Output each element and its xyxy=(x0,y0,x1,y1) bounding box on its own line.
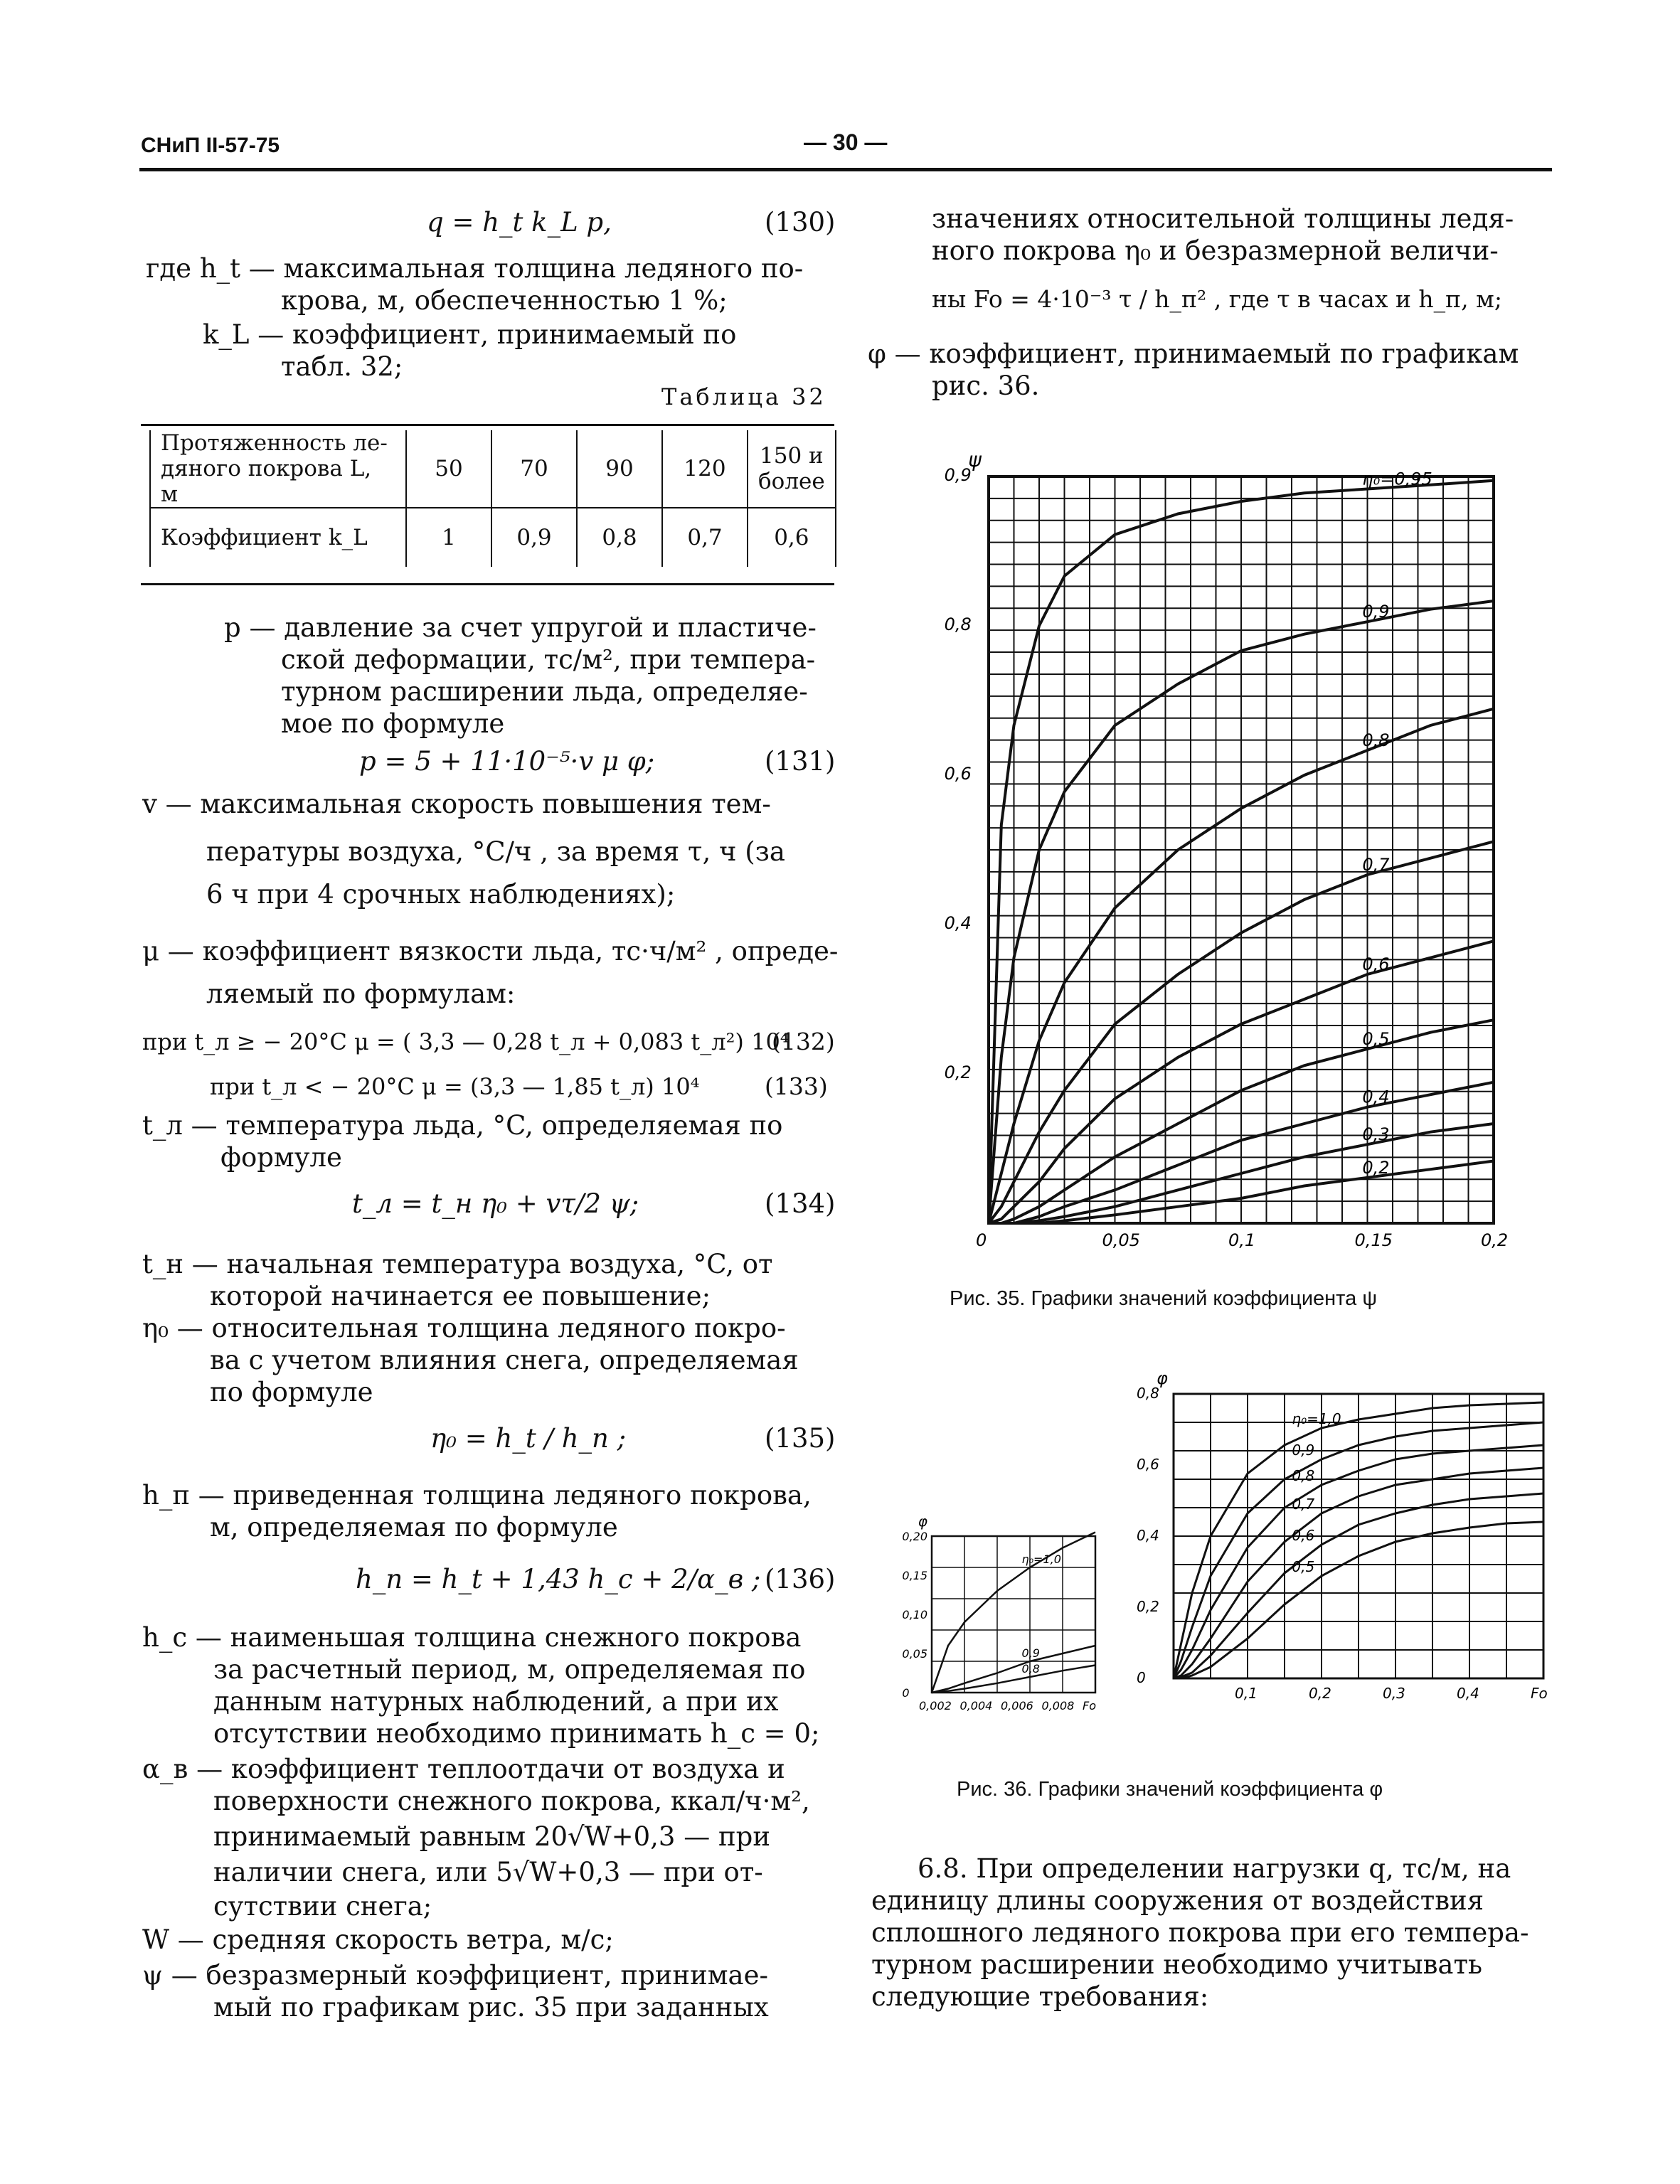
x-tick-label: 0,2 xyxy=(1309,1685,1331,1702)
formula-136-number: (136) xyxy=(765,1564,836,1594)
formula-132: при t_л ≥ − 20°C μ = ( 3,3 — 0,28 t_л + 0,083 t_л²) 10⁴ xyxy=(142,1028,790,1055)
table-cell: 90 xyxy=(577,430,662,508)
y-tick-label: 0,8 xyxy=(944,614,972,634)
chart-fig35 xyxy=(910,427,1536,1259)
x-tick-label: 0,006 xyxy=(1001,1699,1033,1712)
y-axis-label: φ xyxy=(918,1513,928,1530)
series-label: 0,7 xyxy=(1292,1496,1315,1513)
table-cell: 1 xyxy=(406,508,491,567)
series-label: η₀=0,95 xyxy=(1362,469,1432,489)
table-cell: 120 xyxy=(662,430,748,508)
x-tick-label: 0,1 xyxy=(1228,1230,1256,1250)
formula-130-number: (130) xyxy=(765,207,836,238)
table-cell: 150 и более xyxy=(748,430,836,508)
w-definition: W — средняя скорость ветра, м/с; xyxy=(142,1924,614,1955)
x-tick-label: 0,1 xyxy=(1235,1685,1258,1702)
x-tick-label: 0 xyxy=(976,1230,987,1250)
y-tick-label: 0,6 xyxy=(1137,1456,1159,1473)
formula-135-number: (135) xyxy=(765,1423,836,1454)
y-tick-label: 0,2 xyxy=(1137,1598,1159,1615)
table-row xyxy=(150,508,836,567)
series-label: 0,5 xyxy=(1362,1029,1390,1049)
x-tick-label: 0,3 xyxy=(1383,1685,1405,1702)
x-tick-label: 0,05 xyxy=(1102,1230,1140,1250)
page-number: — 30 — xyxy=(804,129,888,155)
formula-131: p = 5 + 11·10⁻⁵·v μ φ; xyxy=(359,746,655,777)
y-tick-label: 0,05 xyxy=(902,1647,928,1661)
y-axis-label: φ xyxy=(1157,1368,1168,1388)
kl-definition-line2: табл. 32; xyxy=(281,351,403,382)
y-tick-label: 0,4 xyxy=(1137,1527,1159,1544)
formula-130: q = h_t k_L p, xyxy=(427,207,612,238)
table-cell: Протяженность ле- дяного покрова L, м xyxy=(150,430,406,508)
fig36-caption: Рис. 36. Графики значений коэффициента φ xyxy=(957,1778,1383,1801)
kl-definition-line1: k_L — коэффициент, принимаемый по xyxy=(203,319,737,350)
tl-definition-line2: формуле xyxy=(220,1142,342,1173)
section-68-line2: единицу длины сооружения от воздействия xyxy=(871,1885,1484,1916)
x-tick-label: 0,002 xyxy=(919,1699,952,1712)
series-label: 0,8 xyxy=(1021,1662,1040,1676)
x-tick-label: Fo xyxy=(1083,1699,1096,1712)
phi-definition-line1: φ — коэффициент, принимаемый по графикам xyxy=(868,339,1519,369)
p-definition-line3: турном расширении льда, определяе- xyxy=(281,676,808,707)
series-label: 0,4 xyxy=(1362,1087,1390,1107)
fig35-caption: Рис. 35. Графики значений коэффициента ψ xyxy=(950,1287,1377,1310)
right-top-line3: ны Fo = 4·10⁻³ τ / h_п² , где τ в часах и h_п, м; xyxy=(932,285,1502,313)
table-cell: 50 xyxy=(406,430,491,508)
y-tick-label: 0,15 xyxy=(902,1569,928,1582)
table-cell: Коэффициент k_L xyxy=(150,508,406,567)
x-tick-label: 0,008 xyxy=(1041,1699,1075,1712)
x-tick-label: Fo xyxy=(1531,1685,1548,1702)
hc-definition-line3: данным натурных наблюдений, а при их xyxy=(213,1686,779,1717)
v-definition-line2: пературы воздуха, °C/ч , за время τ, ч (за xyxy=(206,836,785,867)
x-tick-label: 0,4 xyxy=(1457,1685,1479,1702)
formula-133-number: (133) xyxy=(765,1072,828,1100)
chart-fig36 xyxy=(1110,1365,1565,1735)
series-label: 0,9 xyxy=(1021,1646,1040,1660)
phi-definition-line2: рис. 36. xyxy=(932,371,1040,401)
psi-definition-line2: мый по графикам рис. 35 при заданных xyxy=(213,1992,769,2023)
p-definition-line4: мое по формуле xyxy=(281,708,505,739)
y-tick-label: 0,20 xyxy=(902,1530,928,1543)
table-top-rule xyxy=(141,424,834,426)
alpha-definition-line1: α_в — коэффициент теплоотдачи от воздуха и xyxy=(142,1754,785,1784)
hp-definition-line1: h_п — приведенная толщина ледяного покрова, xyxy=(142,1480,812,1511)
table-cell: 70 xyxy=(491,430,577,508)
section-68-line1: 6.8. При определении нагрузки q, тс/м, на xyxy=(918,1853,1511,1884)
series-label: 0,8 xyxy=(1292,1467,1315,1484)
formula-132-number: (132) xyxy=(772,1028,835,1055)
y-axis-label: ψ xyxy=(968,448,982,472)
eta-definition-line1: η₀ — относительная толщина ледяного покро- xyxy=(142,1313,786,1343)
table-cell: 0,9 xyxy=(491,508,577,567)
series-label: 0,5 xyxy=(1292,1558,1315,1575)
chart-labels xyxy=(1137,1368,1548,1702)
series-label: 0,2 xyxy=(1362,1157,1390,1178)
series-label: 0,3 xyxy=(1362,1124,1390,1145)
hp-definition-line2: м, определяемая по формуле xyxy=(210,1512,618,1543)
p-definition-line2: ской деформации, тс/м², при темпера- xyxy=(281,644,816,675)
right-top-line1: значениях относительной толщины ледя- xyxy=(932,203,1514,234)
y-tick-label: 0,4 xyxy=(944,913,972,933)
table-cell: 0,8 xyxy=(577,508,662,567)
alpha-definition-line5: сутствии снега; xyxy=(213,1891,432,1922)
table-title: Таблица 32 xyxy=(661,383,826,410)
series-label: η₀=1,0 xyxy=(1292,1410,1341,1427)
table-row xyxy=(150,430,836,508)
formula-131-number: (131) xyxy=(765,746,836,777)
section-68-line3: сплошного ледяного покрова при его темпера- xyxy=(871,1917,1529,1948)
x-tick-label: 0,15 xyxy=(1354,1230,1393,1250)
series-label: 0,9 xyxy=(1362,602,1390,622)
formula-135: η₀ = h_t / h_п ; xyxy=(430,1423,627,1454)
y-tick-label: 0,6 xyxy=(944,764,972,784)
chart-curves xyxy=(932,1533,1095,1693)
formula-136: h_п = h_t + 1,43 h_c + 2/α_в ; xyxy=(356,1564,761,1594)
eta-definition-line2: ва с учетом влияния снега, определяемая xyxy=(210,1345,799,1375)
mu-definition-line1: μ — коэффициент вязкости льда, тс·ч/м² , опреде- xyxy=(142,936,839,966)
document-code: СНиП II-57-75 xyxy=(141,134,280,157)
y-tick-label: 0,10 xyxy=(902,1608,928,1621)
alpha-definition-line4: наличии снега, или 5√W+0,3 — при от- xyxy=(213,1857,763,1887)
table-cell: 0,6 xyxy=(748,508,836,567)
series-label: 0,6 xyxy=(1362,954,1390,974)
y-tick-label: 0,2 xyxy=(944,1062,972,1082)
p-definition-line1: p — давление за счет упругой и пластиче- xyxy=(224,612,817,643)
series-label: η₀=1,0 xyxy=(1021,1552,1061,1566)
section-68-line5: следующие требования: xyxy=(871,1981,1209,2012)
formula-133: при t_л < − 20°C μ = (3,3 — 1,85 t_л) 10⁴ xyxy=(210,1073,700,1100)
table-bottom-rule xyxy=(141,583,834,585)
v-definition-line3: 6 ч при 4 срочных наблюдениях); xyxy=(206,879,676,910)
y-tick-label: 0,9 xyxy=(944,465,972,485)
hc-definition-line4: отсутствии необходимо принимать h_c = 0; xyxy=(213,1718,820,1749)
y-tick-label: 0,8 xyxy=(1137,1385,1159,1402)
chart-grid xyxy=(989,476,1494,1223)
v-definition-line1: v — максимальная скорость повышения тем- xyxy=(142,789,771,819)
series-label: 0,9 xyxy=(1292,1442,1315,1459)
formula-134: t_л = t_н η₀ + vτ/2 ψ; xyxy=(352,1188,639,1219)
y-tick-label: 0 xyxy=(902,1686,910,1700)
section-68-line4: турном расширении необходимо учитывать xyxy=(871,1949,1483,1980)
series-label: 0,8 xyxy=(1362,730,1390,750)
header-rule xyxy=(139,168,1552,171)
hc-definition-line2: за расчетный период, м, определяемая по xyxy=(213,1654,806,1685)
x-tick-label: 0,2 xyxy=(1481,1230,1509,1250)
mu-definition-line2: ляемый по формулам: xyxy=(206,979,516,1009)
x-tick-label: 0,004 xyxy=(959,1699,993,1712)
hc-definition-line1: h_c — наименьшая толщина снежного покрова xyxy=(142,1622,802,1653)
table-cell: 0,7 xyxy=(662,508,748,567)
ht-definition-line2: крова, м, обеспеченностью 1 %; xyxy=(281,285,728,316)
ht-definition-line1: где h_t — максимальная толщина ледяного по- xyxy=(146,253,804,284)
chart-fig36-inset xyxy=(882,1508,1117,1749)
alpha-definition-line2: поверхности снежного покрова, ккал/ч·м², xyxy=(213,1786,810,1816)
tl-definition-line1: t_л — температура льда, °C, определяемая по xyxy=(142,1110,783,1141)
right-top-line2: ного покрова η₀ и безразмерной величи- xyxy=(932,235,1499,266)
formula-134-number: (134) xyxy=(765,1188,836,1219)
eta-definition-line3: по формуле xyxy=(210,1377,373,1407)
series-line xyxy=(932,1666,1095,1693)
series-label: 0,6 xyxy=(1292,1527,1315,1544)
psi-definition-line1: ψ — безразмерный коэффициент, принимае- xyxy=(142,1960,768,1991)
tn-definition-line1: t_н — начальная температура воздуха, °C, от xyxy=(142,1249,773,1279)
series-label: 0,7 xyxy=(1362,855,1390,875)
y-tick-label: 0 xyxy=(1137,1669,1146,1686)
alpha-definition-line3: принимаемый равным 20√W+0,3 — при xyxy=(213,1821,770,1852)
tn-definition-line2: которой начинается ее повышение; xyxy=(210,1281,711,1311)
coefficient-table xyxy=(149,430,836,567)
